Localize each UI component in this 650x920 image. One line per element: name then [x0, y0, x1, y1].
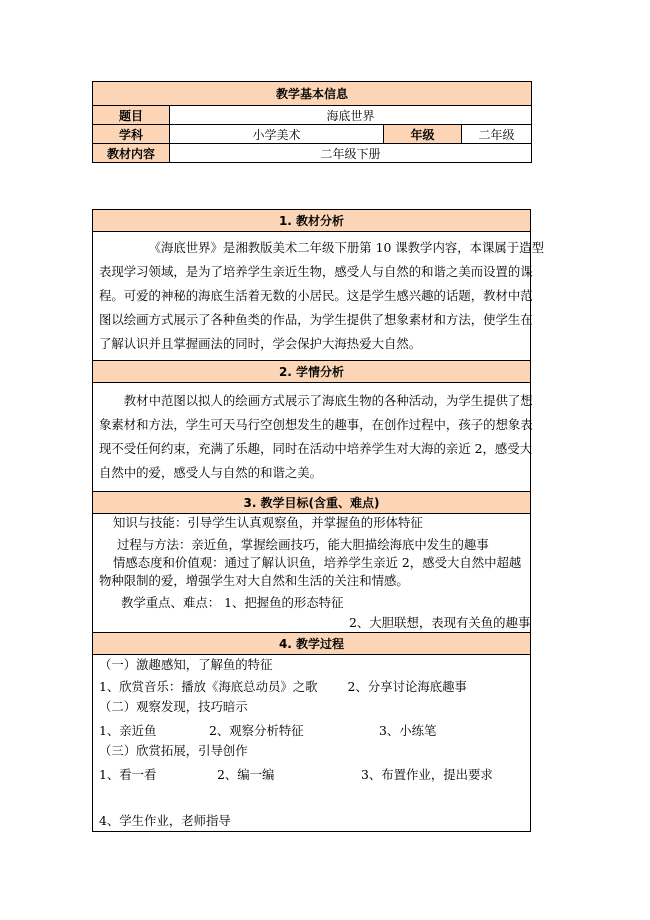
subject-value: 小学美术: [170, 125, 384, 144]
grade-value: 二年级: [462, 125, 532, 144]
material-value: 二年级下册: [170, 144, 532, 163]
s3-line-2: 过程与方法：亲近鱼，掌握绘画技巧，能大胆描绘海底中发生的趣事: [117, 537, 489, 552]
s4-p3-item-b: 2、编一编: [217, 767, 275, 782]
s2-line-3: 现不受任何约束，充满了乐趣，同时在活动中培养学生对大海的亲近 2，感受大: [99, 441, 533, 456]
section-1-title: 1. 教材分析: [93, 210, 531, 232]
s4-p3-item-a: 1、看一看: [99, 767, 157, 782]
s4-part-2-items: [99, 721, 524, 741]
topic-label: 题目: [93, 106, 170, 125]
s2-line-2: 象素材和方法，学生可天马行空创想发生的趣事，在创作过程中，孩子的想象表: [99, 417, 533, 432]
subject-label: 学科: [93, 125, 170, 144]
basic-info-title: 教学基本信息: [93, 82, 532, 106]
grade-label: 年级: [384, 125, 462, 144]
s4-p2-item-c: 3、小练笔: [379, 723, 437, 738]
section-1-body: [93, 232, 544, 361]
section-4-title: 4. 教学过程: [93, 633, 531, 655]
s4-p3-item-c: 3、布置作业，提出要求: [361, 767, 493, 782]
s4-part-3: （三）欣赏拓展，引导创作: [99, 743, 248, 758]
s2-line-4: 自然中的爱，感受人与自然的和谐之美。: [99, 465, 323, 480]
s2-line-1: 教材中范图以拟人的绘画方式展示了海底生物的各种活动，为学生提供了想: [123, 393, 533, 408]
s3-line-1: 知识与技能：引导学生认真观察鱼，并掌握鱼的形体特征: [113, 515, 423, 530]
s4-p1-item-b: 2、分享讨论海底趣事: [347, 679, 467, 694]
s4-part-4: 4、学生作业，老师指导: [99, 813, 231, 828]
s3-line-3: 情感态度和价值观：通过了解认识鱼，培养学生亲近 2，感受大自然中超越: [113, 555, 522, 570]
section-2-body: [93, 383, 531, 492]
lesson-plan-table: [92, 209, 544, 832]
s1-line-3: 程。可爱的神秘的海底生活着无数的小居民。这是学生感兴趣的话题，教材中范: [99, 288, 533, 303]
section-3-title: 3. 教学目标(含重、难点): [93, 492, 531, 514]
s3-line-6: 2、大胆联想，表现有关鱼的趣事: [349, 615, 531, 630]
s3-line-4: 物种限制的爱，增强学生对大自然和生活的关注和情感。: [99, 573, 409, 588]
topic-value: 海底世界: [170, 106, 532, 125]
material-label: 教材内容: [93, 144, 170, 163]
section-4-body: [93, 655, 531, 832]
s1-line-4: 图以绘画方式展示了各种鱼类的作品，为学生提供了想象素材和方法，使学生在: [99, 312, 533, 327]
section-2-title: 2. 学情分析: [93, 361, 531, 383]
s4-part-1-items: [99, 677, 524, 697]
s1-line-2: 表现学习领域，是为了培养学生亲近生物，感受人与自然的和谐之美而设置的课: [99, 264, 533, 279]
s3-line-5: 教学重点、难点： 1、把握鱼的形态特征: [121, 595, 344, 610]
s4-part-1: （一）激趣感知，了解鱼的特征: [99, 657, 273, 672]
basic-info-table: [92, 81, 532, 163]
s4-p1-item-a: 1、欣赏音乐：播放《海底总动员》之歌: [99, 679, 318, 694]
section-3-body: [93, 514, 531, 633]
s4-part-3-items: [99, 765, 524, 785]
s4-p2-item-a: 1、亲近鱼: [99, 723, 157, 738]
s4-part-2: （二）观察发现，技巧暗示: [99, 699, 248, 714]
s4-p2-item-b: 2、观察分析特征: [209, 723, 304, 738]
s1-line-1: 《海底世界》是湘教版美术二年级下册第 10 课教学内容，本课属于造型: [148, 240, 544, 255]
s1-line-5: 了解认识并且掌握画法的同时，学会保护大海热爱大自然。: [99, 336, 422, 351]
